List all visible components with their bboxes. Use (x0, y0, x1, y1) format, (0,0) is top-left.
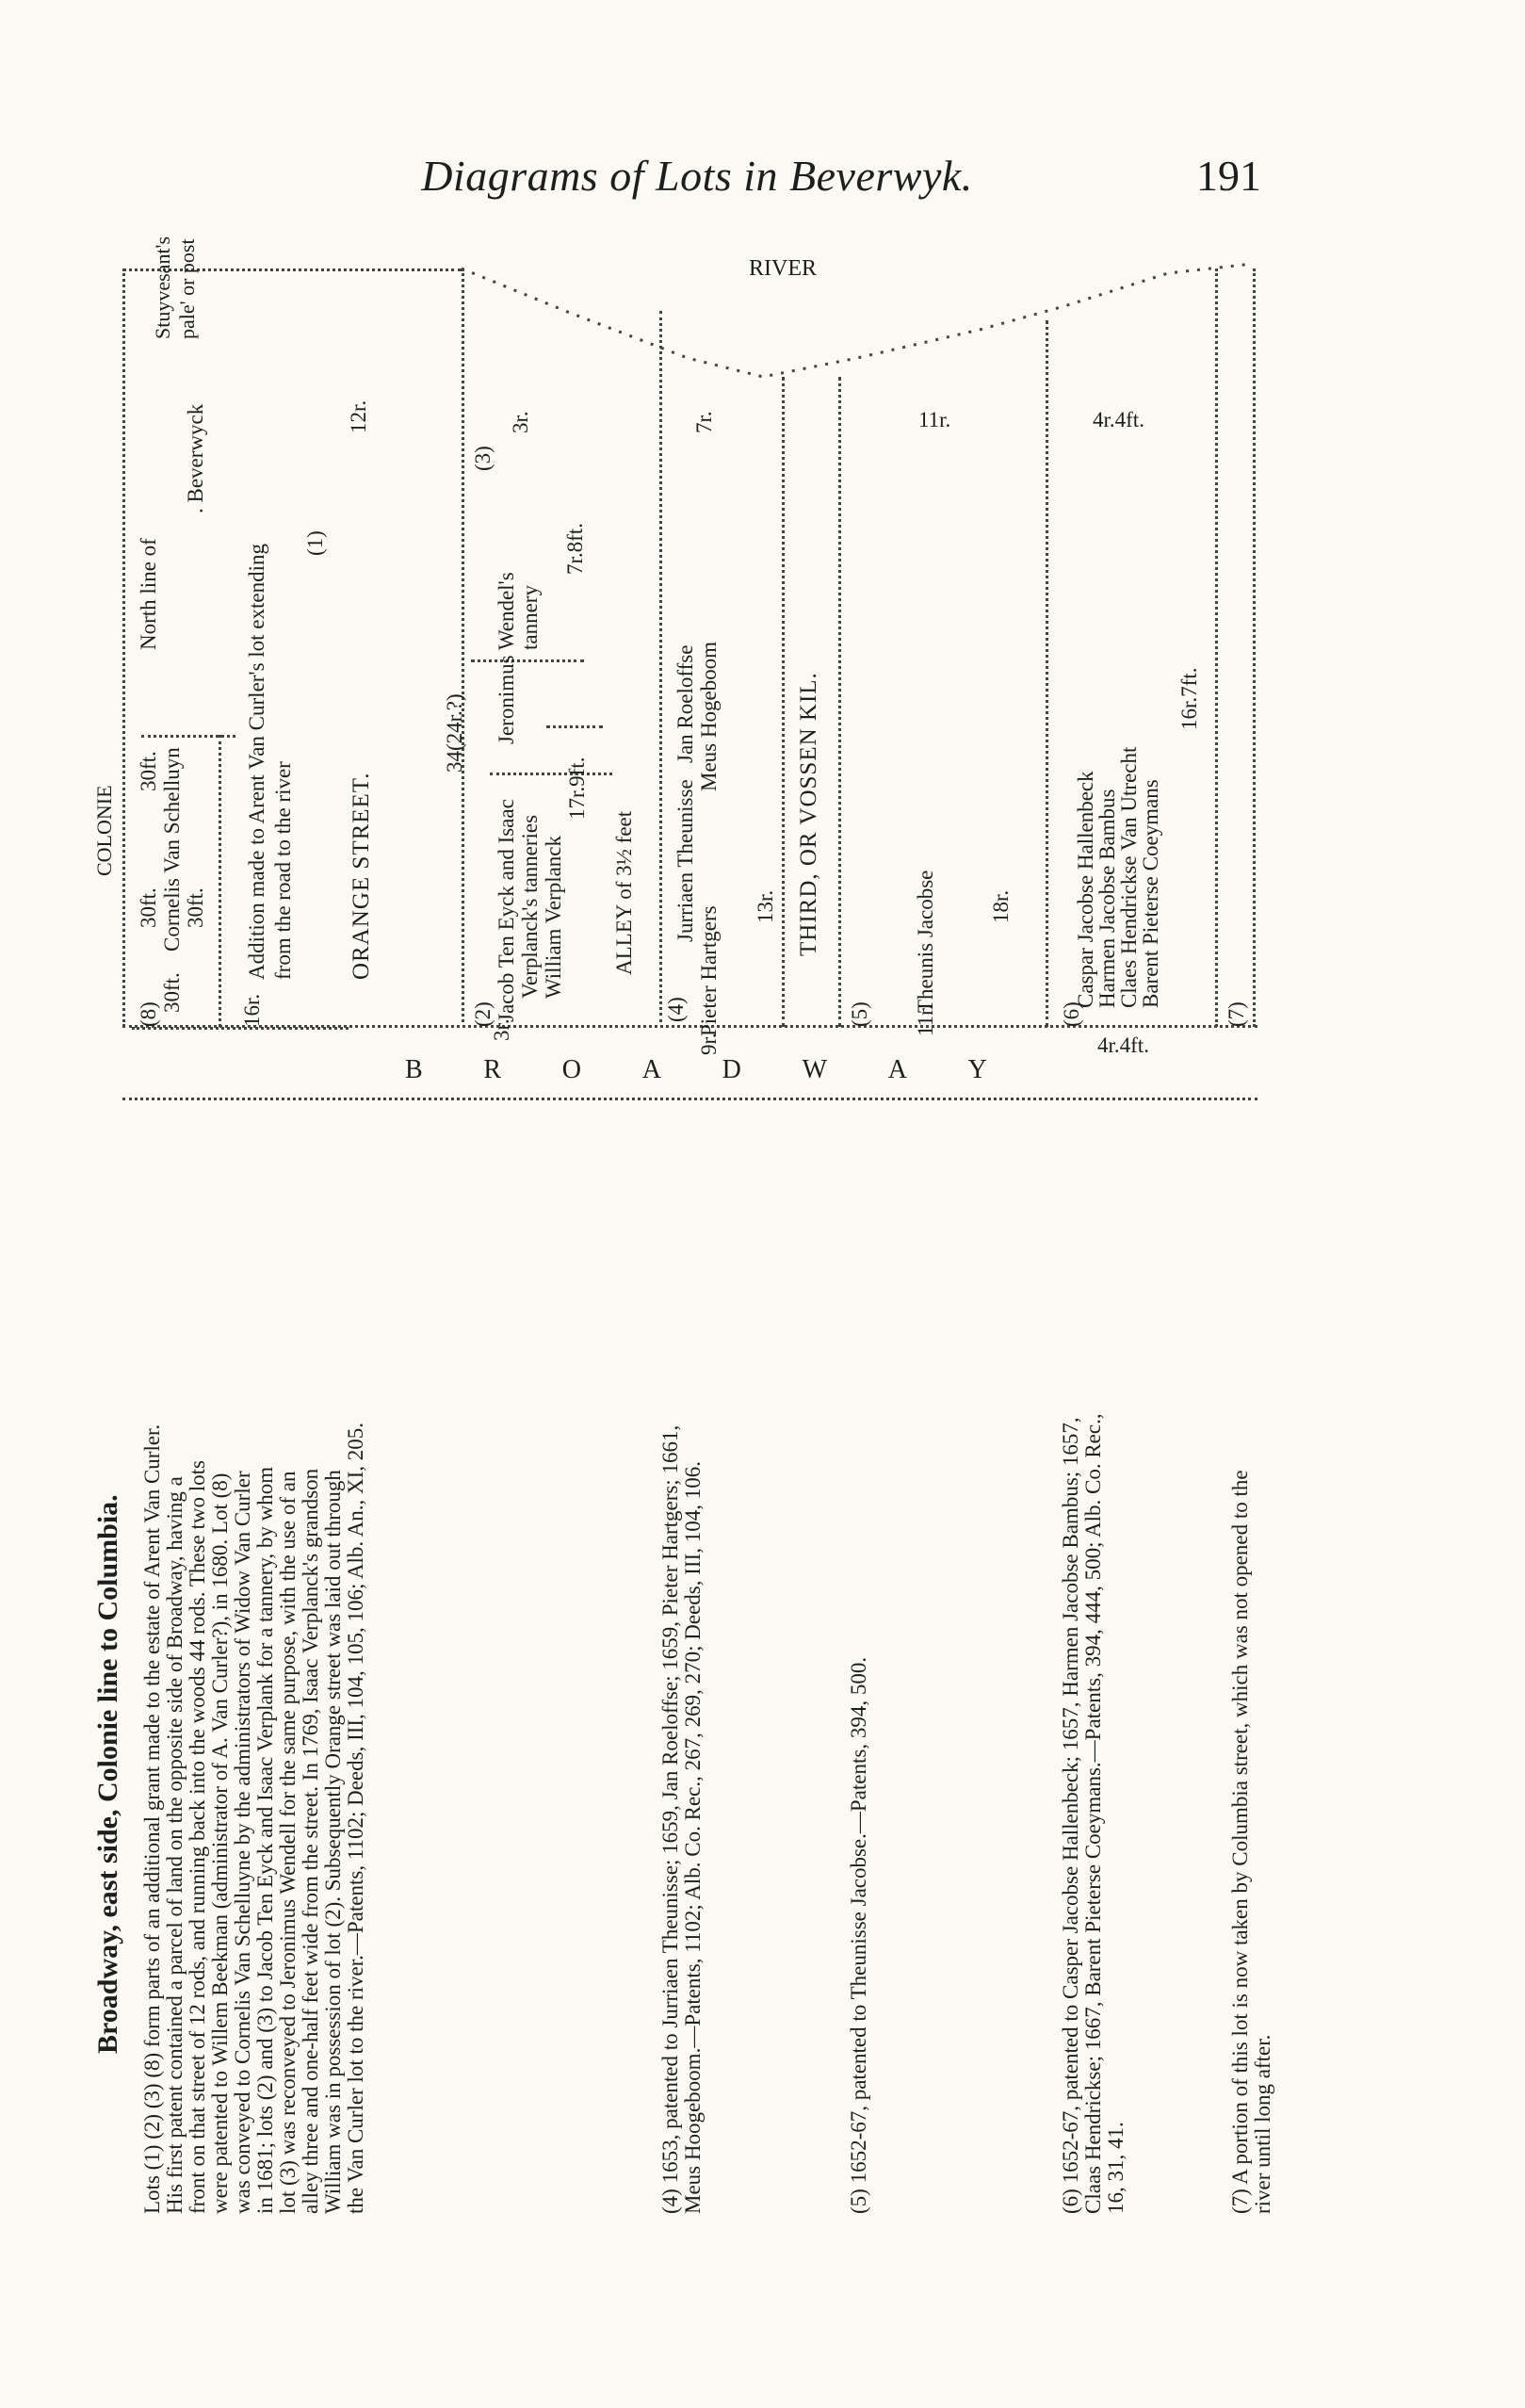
orange-street-label: ORANGE STREET. (349, 772, 374, 980)
stuyvesant-line2: pale' or post (175, 238, 199, 339)
lot6-owner-line4: Barent Pieterse Coeymans (1139, 779, 1162, 1008)
lot8-owner: Cornelis Van Schelluyn (160, 747, 184, 952)
beverwyck-label: . Beverwyck (184, 403, 207, 513)
lot8-north-line (141, 735, 235, 738)
lot5-dim-top: 11r. (918, 408, 951, 431)
notes-top-line (122, 1098, 1257, 1100)
note-lot-4 (659, 1425, 705, 2214)
note-line: (6) 1652-67, patented to Casper Jacobse Hallenbeck; 1657, Harmen Jacobse Bambus; 1657, (1059, 1417, 1082, 2214)
lot1-south-line (132, 1027, 349, 1030)
lot3-number: (3) (471, 446, 495, 471)
north-line-label: North line of (137, 538, 160, 650)
lot5-dim-bottom: 11r. (914, 1003, 937, 1036)
note-line: His first patent contained a parcel of land on the opposite side of Broadway, having a (163, 1476, 187, 2214)
note-lot-6 (1060, 1413, 1128, 2214)
lot2-dim-mid: 34(24r.?) (443, 693, 466, 773)
lot6-number: (6) (1060, 1001, 1083, 1027)
lot6-owner-line2: Harmen Jacobse Bambus (1095, 789, 1119, 1008)
lot2-owner-line1: Jacob Ten Eyck and Isaac (495, 799, 518, 1022)
lot3-dim-top: 3r. (509, 411, 532, 433)
note-line: (4) 1653, patented to Jurriaen Theunisse; 1659, Jan Roeloffse; 1659, Pieter Hartgers; 1661, (658, 1424, 682, 2214)
note-line: lot (3) was reconveyed to Jeronimus Wendell for the same purpose, with the use of an (276, 1471, 300, 2214)
broadway-letter: A (887, 1055, 909, 1084)
note-line: alley three and one-half feet wide from the street. In 1769, Isaac Verplanck's grandson (299, 1468, 322, 2214)
broadway-letter: B (405, 1055, 425, 1084)
lot5-number: (5) (848, 1001, 871, 1027)
diagram-border-left (122, 268, 125, 1027)
note-line: in 1681; lots (2) and (3) to Jacob Ten Eyck and Isaac Verplank for a tannery, by whom (253, 1466, 277, 2214)
broadway-label (405, 1055, 989, 1085)
lot6-dim-bottom: 4r.4ft. (1097, 1033, 1149, 1057)
broadway-letter: Y (967, 1055, 989, 1084)
note-line: the Van Curler lot to the river.—Patents, 1102; Deeds, III, 104, 105, 106; Alb. An., XI, 205. (344, 1422, 367, 2214)
lot4-dim-top: 7r. (692, 411, 716, 433)
third-street-west-line (782, 377, 785, 1027)
lot1-dim-top: 12r. (347, 399, 370, 433)
lot5-dim-side: 18r. (989, 889, 1013, 923)
lot4-owner-line4: Meus Hogeboom (697, 641, 721, 791)
note-line: (5) 1652-67, patented to Theunisse Jacobse.—Patents, 394, 500. (847, 1656, 870, 2214)
lot2-dim-bottom: 3r. (490, 1018, 513, 1041)
lot2-dim-side: 17r.9ft. (565, 757, 589, 820)
lot8-dim-top1: 30ft. (137, 887, 160, 928)
third-street-label: THIRD, OR VOSSEN KIL. (796, 672, 821, 956)
lot3-owner-line2: tannery (518, 585, 542, 650)
note-line: Claas Hendrickse; 1667, Barent Pieterse Coeymans.—Patents, 394, 444, 500; Alb. Co. Rec., (1081, 1413, 1105, 2214)
lot7-number: (7) (1225, 1001, 1248, 1027)
lot8-dim-bottom: 30ft. (160, 972, 184, 1013)
lot6-west-line (1046, 320, 1048, 1027)
lot1-description-line2: from the road to the river (271, 761, 295, 980)
note-line: Lots (1) (2) (3) (8) form parts of an additional grant made to the estate of Arent Van Curler. (140, 1424, 164, 2214)
broadway-letter: O (561, 1055, 584, 1084)
lot4-dim-bottom: 9r. (697, 1033, 721, 1055)
lot2-number: (2) (471, 1001, 495, 1027)
lot8-dim-mid: 30ft. (137, 751, 160, 791)
note-line: front on that street of 12 rods, and running back into the woods 44 rods. These two lots (186, 1460, 209, 2214)
page-number: 191 (1196, 152, 1261, 200)
note-line: (7) A portion of this lot is now taken by Columbia street, which was not opened to the (1228, 1470, 1252, 2214)
lot4-owner-line1: Jurriaen Theunisse (673, 779, 697, 942)
lot1-description-line1: Addition made to Arent Van Curler's lot extending (245, 543, 268, 980)
lot1-dim-bottom: 16r. (240, 993, 264, 1027)
page-header-title: Diagrams of Lots in Beverwyk. (421, 152, 973, 200)
lot4-number: (4) (664, 997, 688, 1022)
note-lots-1-2-3-8 (141, 1423, 367, 2214)
note-line: river until long after. (1251, 2034, 1274, 2214)
lot3-owner-line1: Jeronimus Wendel's (495, 572, 518, 744)
river-label: RIVER (749, 256, 817, 281)
lot8-number: (8) (137, 1001, 160, 1027)
broadway-letter: D (722, 1055, 743, 1084)
lot6-dim-top: 4r.4ft. (1093, 408, 1144, 431)
broadway-letter: R (483, 1055, 504, 1084)
alley-label: ALLEY of 3½ feet (612, 810, 636, 975)
lot5-owner: Theunis Jacobse (914, 870, 937, 1013)
note-lot-7 (1229, 1470, 1274, 2214)
lot2-owner-line3: William Verplanck (542, 835, 565, 999)
lot6-owner-line3: Claes Hendrickse Van Utrecht (1117, 746, 1141, 1008)
note-line: Meus Hoogeboom.—Patents, 1102; Alb. Co. Rec., 267, 269, 270; Deeds, III, 104, 106. (681, 1461, 705, 2214)
stuyvesant-line1: Stuyvesant's (151, 236, 174, 339)
broadway-letter: A (641, 1055, 663, 1084)
river-line (452, 254, 1262, 424)
lot4-owner-line3: Jan Roeloffse (673, 644, 697, 763)
lot2-lot3-divider (546, 725, 603, 728)
note-line: William was in possession of lot (2). Subsequently Orange street was laid out through (321, 1470, 345, 2214)
third-street-east-line (838, 377, 841, 1027)
notes-title: Broadway, east side, Colonie line to Columbia. (92, 1494, 123, 2054)
lot3-dim-side: 7r.8ft. (563, 523, 587, 575)
note-line: 16, 31, 41. (1104, 2122, 1128, 2214)
lot1-number: (1) (303, 530, 327, 556)
lot2-north-line (471, 659, 584, 662)
lot6-owner-line1: Caspar Jacobse Hallenbeck (1074, 771, 1097, 1008)
lot6-dim-side: 16r.7ft. (1177, 667, 1201, 730)
lot2-north-line-2 (490, 773, 612, 775)
colonie-label: COLONIE (92, 785, 116, 876)
lot8-dim-top2: 30ft. (184, 887, 207, 928)
broadway-letter: W (802, 1055, 830, 1084)
note-line: was conveyed to Cornelis Van Schelluyne by the administrators of Widow Van Curler (231, 1471, 254, 2214)
lot4-owner-line2: Pieter Hartgers (697, 905, 721, 1036)
lot8-lot1-divider (219, 735, 221, 1027)
lot2-owner-line2: Verplanck's tanneries (518, 814, 542, 999)
note-lot-5 (848, 1657, 870, 2214)
note-line: were patented to Willem Beekman (administrator of A. Van Curler?), in 1680. Lot (8) (208, 1472, 232, 2214)
stuyvesant-label (151, 236, 200, 339)
lot4-dim-side: 13r. (754, 889, 777, 923)
